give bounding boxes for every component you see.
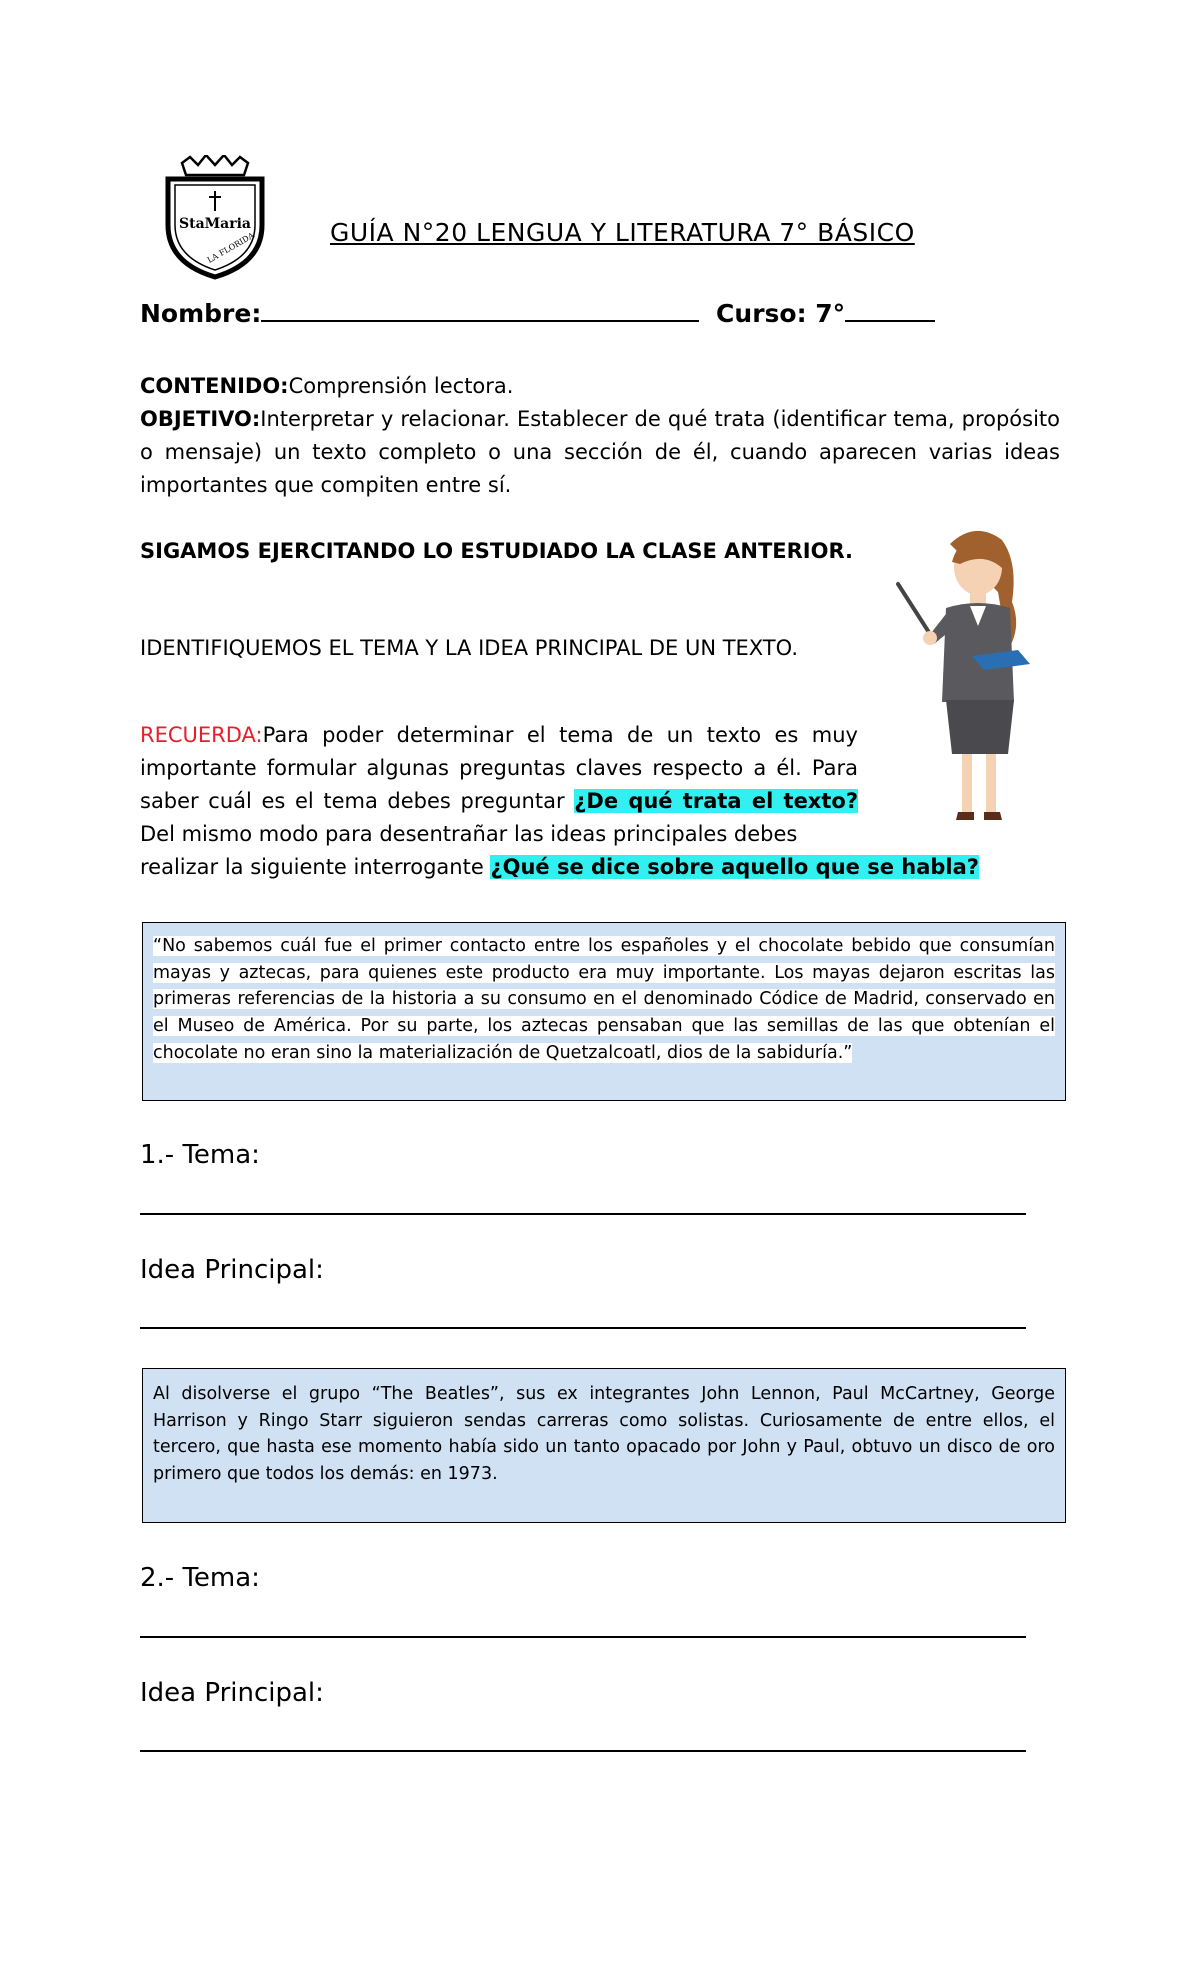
recuerda-label: RECUERDA:: [140, 723, 263, 747]
reading-text-2: [142, 1368, 1066, 1523]
recuerda-text-1: Para poder determinar el tema de un texto es muy importante formular algunas preguntas claves respecto a él. Para saber cuál es el tema debes preguntar: [140, 723, 858, 813]
q2-idea-answer-line[interactable]: [140, 1750, 1026, 1752]
tema-question-highlight: ¿De qué trata el texto?: [574, 789, 859, 813]
recuerda-text-3: realizar la siguiente interrogante: [140, 855, 491, 879]
objetivo-text: Interpretar y relacionar. Establecer de qué trata (identificar tema, propósito o mensaje) un texto completo o una sección de él, cuando aparecen varias ideas importantes que compiten entre sí.: [140, 407, 1060, 497]
recuerda-paragraph: [140, 719, 858, 851]
name-input-line[interactable]: [261, 298, 699, 322]
logo-subtext: LA FLORIDA: [205, 230, 256, 265]
course-label: Curso: 7°: [716, 299, 846, 328]
q1-idea-answer-line[interactable]: [140, 1327, 1026, 1329]
teacher-illustration: [880, 522, 1040, 827]
recuerda-last-line: [140, 851, 979, 884]
contenido-label: CONTENIDO:: [140, 374, 289, 398]
school-crest-logo: [160, 155, 270, 280]
reading-text-1-content: “No sabemos cuál fue el primer contacto entre los españoles y el chocolate bebido que consumían mayas y aztecas, para quienes este producto era muy importante. Los mayas dejaron escritas las primeras referencias de la historia a su consumo en el denominado Códice de Madrid, conservado en el Museo de América. Por su parte, los aztecas pensaban que las semillas de las que obtenían el chocolate no eran sino la materialización de Quetzalcoatl, dios de la sabiduría.”: [153, 936, 1055, 1063]
q1-tema-answer-line[interactable]: [140, 1213, 1026, 1215]
q2-idea-label: Idea Principal:: [140, 1678, 324, 1708]
q2-tema-label: 2.- Tema:: [140, 1563, 260, 1593]
q1-idea-label: Idea Principal:: [140, 1255, 324, 1285]
page-title: GUÍA N°20 LENGUA Y LITERATURA 7° BÁSICO: [330, 218, 915, 247]
q1-tema-label: 1.- Tema:: [140, 1140, 260, 1170]
objectives-section: [140, 370, 1060, 502]
contenido-text: Comprensión lectora.: [288, 374, 514, 398]
logo-text: StaMaria: [179, 216, 251, 232]
reading-text-2-content: Al disolverse el grupo “The Beatles”, sus ex integrantes John Lennon, Paul McCartney, George Harrison y Ringo Starr siguieron sendas carreras como solistas. Curiosamente de entre ellos, el tercero, que hasta ese momento había sido un tanto opacado por John y Paul, obtuvo un disco de oro primero que todos los demás: en 1973.: [153, 1384, 1055, 1485]
reading-text-1: [142, 922, 1066, 1101]
instruction-subheading: IDENTIFIQUEMOS EL TEMA Y LA IDEA PRINCIPAL DE UN TEXTO.: [140, 636, 798, 660]
recuerda-text-2: Del mismo modo para desentrañar las ideas principales debes: [140, 822, 798, 846]
student-fields: [140, 298, 935, 328]
idea-question-highlight: ¿Qué se dice sobre aquello que se habla?: [490, 855, 979, 879]
name-label: Nombre:: [140, 299, 262, 328]
objetivo-label: OBJETIVO:: [140, 407, 261, 431]
q2-tema-answer-line[interactable]: [140, 1636, 1026, 1638]
instruction-heading: SIGAMOS EJERCITANDO LO ESTUDIADO LA CLASE ANTERIOR.: [140, 539, 854, 563]
course-input-line[interactable]: [845, 298, 935, 322]
